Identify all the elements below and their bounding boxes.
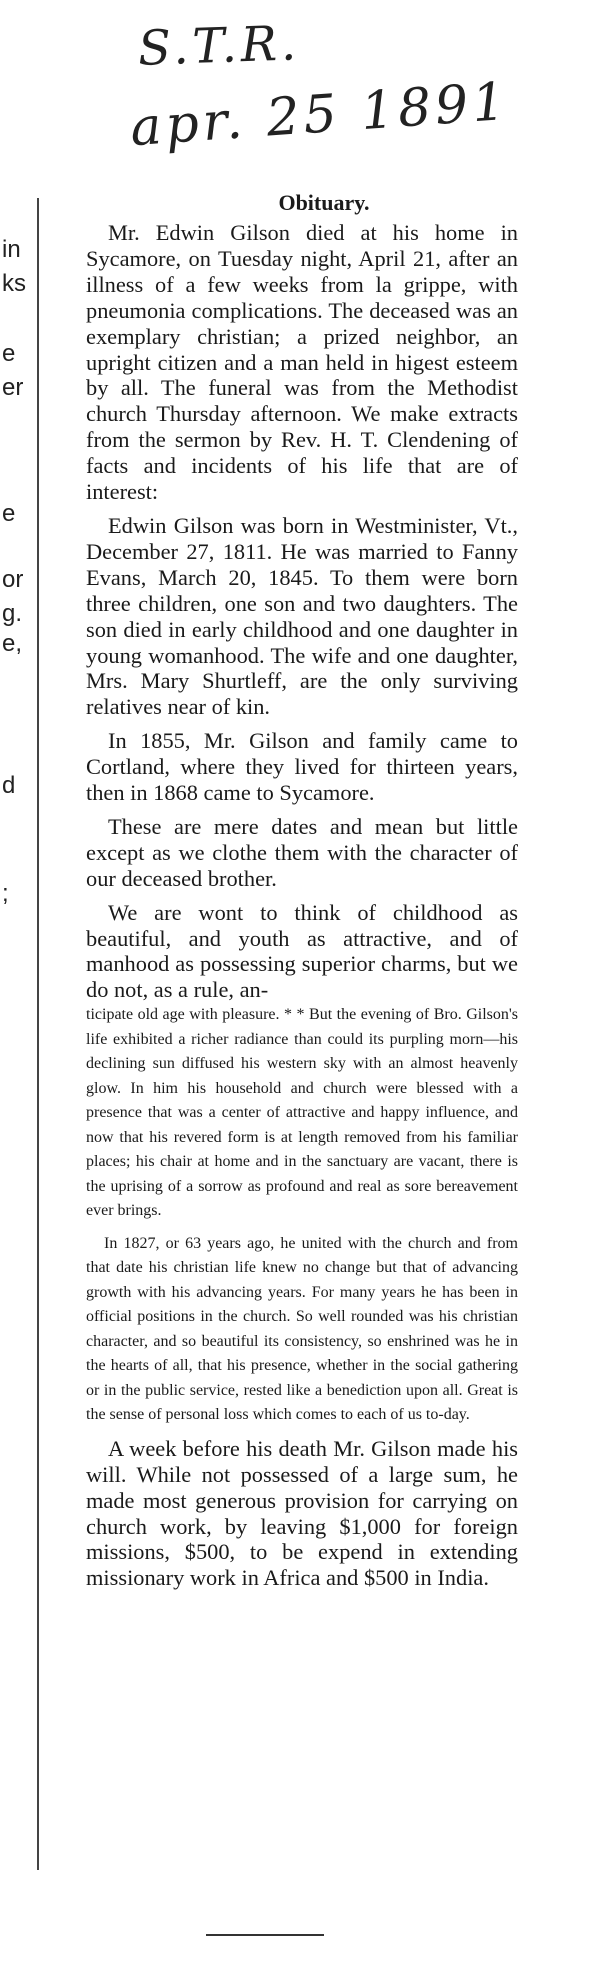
- handwritten-source-note: S.T.R.: [137, 15, 301, 77]
- fragment-text: ks: [2, 270, 26, 297]
- fragment-text: d: [2, 772, 16, 799]
- fragment-text: ;: [2, 880, 9, 907]
- fragment-text: e: [2, 500, 16, 527]
- fragment-text: e,: [2, 630, 23, 657]
- fragment-text: e: [2, 340, 16, 367]
- fragment-text: g.: [2, 600, 23, 627]
- end-rule: [206, 1934, 324, 1936]
- paragraph-church-life: In 1827, or 63 years ago, he united with the church and from that date his christian life knew no change but that of advancing growth with his advancing years. For many years he has been in official positions in the church. So well rounded was his christian character, and so beautiful its consistency, so enshrined was he in the hearts of all, that his presence, whether in the social gathering or in the public service, rested like a benediction upon all. Great is the sense of personal loss which comes to each of us to-day.: [86, 1234, 518, 1424]
- fragment-text: er: [2, 374, 24, 401]
- article-title: Obituary.: [278, 190, 370, 215]
- paragraph-dates: These are mere dates and mean but little except as we clothe them with the character of our deceased brother.: [86, 813, 518, 891]
- paragraph-biography: Edwin Gilson was born in Westminister, Vt., December 27, 1811. He was married to Fanny Evans, March 20, 1845. To them were born three children, one son and two daughters. The son died in early childhood and one daughter in young womanhood. The wife and one daughter, Mrs. Mary Shurtleff, are the only surviving relatives near of kin.: [86, 512, 518, 720]
- paragraph-residence: In 1855, Mr. Gilson and family came to Cortland, where they lived for thirteen years, then in 1868 came to Sycamore.: [86, 728, 518, 806]
- paragraph-sermon-excerpt: ticipate old age with pleasure. * * But the evening of Bro. Gilson's life exhibited a richer radiance than could its purpling morn—his declining sun diffused his western sky with an almost heavenly glow. In him his household and church were blessed with a presence that was a center of attractive and happy influence, and now that his revered form is at length removed from his familiar places; his chair at home and in the sanctuary are vacant, there is the uprising of a sorrow as profound and real as sore bereavement ever brings.: [86, 1006, 518, 1220]
- paragraph-death-notice: Mr. Edwin Gilson died at his home in Sycamore, on Tuesday night, April 21, after an illness of a few weeks from la grippe, with pneumonia complications. The deceased was an exemplary christian; a prized neighbor, an upright citizen and a man held in higest esteem by all. The funeral was from the Methodist church Thursday afternoon. We make extracts from the sermon by Rev. H. T. Clendening of facts and incidents of his life that are of interest:: [86, 220, 518, 505]
- fragment-text: or: [2, 566, 24, 593]
- obituary-article: [86, 190, 518, 1591]
- column-divider: [37, 198, 39, 1870]
- fragment-text: in: [2, 236, 21, 263]
- paragraph-sermon-intro: We are wont to think of childhood as beautiful, and youth as attractive, and of manhood as possessing superior charms, but we do not, as a rule, an-: [86, 899, 518, 1003]
- handwritten-date-note: apr. 25 1891: [128, 71, 512, 159]
- paragraph-will: A week before his death Mr. Gilson made his will. While not possessed of a large sum, he made most generous provision for carrying on church work, by leaving $1,000 for foreign missions, $500, to be expend in extending missionary work in Africa and $500 in India.: [86, 1435, 518, 1591]
